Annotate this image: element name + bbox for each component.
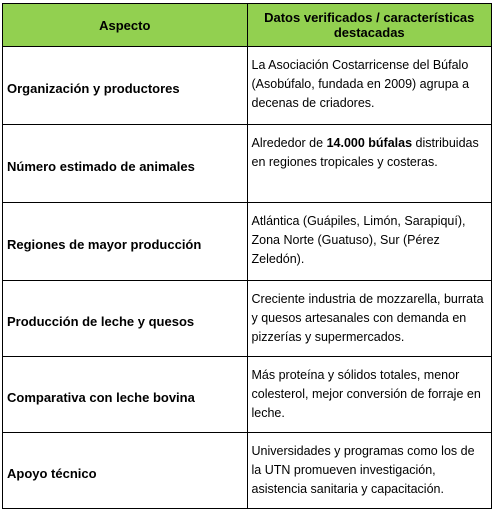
table-row: [3, 356, 492, 432]
table-row: [3, 281, 492, 357]
aspect-cell: Producción de leche y quesos: [3, 281, 248, 357]
info-table: [2, 3, 492, 509]
table-row: [3, 432, 492, 508]
table-row: [3, 125, 492, 203]
header-aspect: Aspecto: [3, 4, 248, 47]
detail-cell: Más proteína y sólidos totales, menor colesterol, mejor conversión de forraje en leche.: [247, 356, 492, 432]
aspect-cell: Comparativa con leche bovina: [3, 356, 248, 432]
header-row: [3, 4, 492, 47]
aspect-cell: Número estimado de animales: [3, 125, 248, 203]
detail-cell: [247, 125, 492, 203]
detail-cell: Creciente industria de mozzarella, burrata y quesos artesanales con demanda en pizzerías y supermercados.: [247, 281, 492, 357]
detail-text: Alrededor de: [251, 136, 327, 150]
detail-text: distribuidas en regiones tropicales y costeras.: [251, 136, 479, 169]
highlight-count: 14.000 búfalas: [326, 136, 413, 150]
aspect-cell: Apoyo técnico: [3, 432, 248, 508]
header-details: Datos verificados / características destacadas: [247, 4, 492, 47]
aspect-cell: Regiones de mayor producción: [3, 203, 248, 281]
detail-cell: La Asociación Costarricense del Búfalo (Asobúfalo, fundada en 2009) agrupa a decenas de criadores.: [247, 47, 492, 125]
detail-cell: Atlántica (Guápiles, Limón, Sarapiquí), Zona Norte (Guatuso), Sur (Pérez Zeledón).: [247, 203, 492, 281]
detail-cell: Universidades y programas como los de la UTN promueven investigación, asistencia sanitaria y capacitación.: [247, 432, 492, 508]
table-row: [3, 203, 492, 281]
table-row: [3, 47, 492, 125]
aspect-cell: Organización y productores: [3, 47, 248, 125]
